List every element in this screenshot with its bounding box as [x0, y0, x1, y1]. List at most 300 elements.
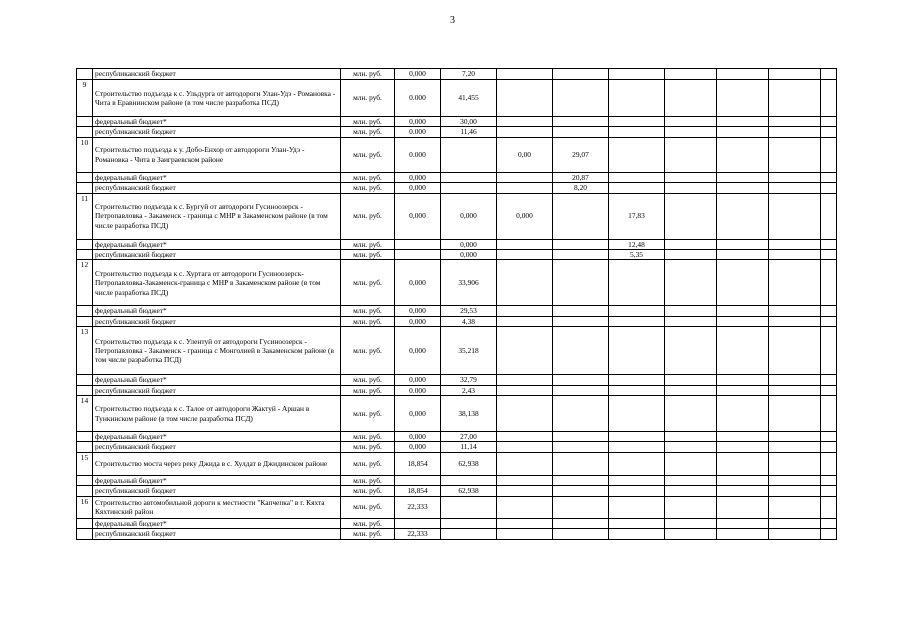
value-cell [821, 475, 837, 485]
value-cell [497, 432, 553, 442]
table-row [77, 518, 837, 528]
value-cell [821, 127, 837, 137]
value-cell [717, 452, 769, 475]
value-cell: 0,000 [441, 250, 497, 260]
value-cell [769, 80, 821, 117]
table-row [77, 316, 837, 326]
value-cell [553, 80, 609, 117]
row-unit: млн. руб. [341, 127, 395, 137]
value-cell [821, 518, 837, 528]
value-cell [609, 442, 665, 452]
table-row [77, 327, 837, 375]
row-number: 11 [77, 193, 93, 239]
value-cell [769, 385, 821, 395]
row-description: Строительство подъезда к с. Талое от автодороги Жактуй - Аршан в Тункинском районе (в том числе разработка ПСД) [93, 396, 341, 432]
value-cell [497, 375, 553, 385]
budget-table [76, 68, 837, 540]
value-cell [497, 183, 553, 193]
row-description: Строительство подъезда к у. Добо-Енхор от автодороги Улан-Удэ - Романовка - Чита в Заиграевском районе [93, 137, 341, 172]
row-number [77, 117, 93, 127]
value-cell [769, 375, 821, 385]
value-cell: 32,79 [441, 375, 497, 385]
value-cell: 7,20 [441, 69, 497, 80]
row-description: республиканский бюджет [93, 442, 341, 452]
value-cell: 0.000 [395, 80, 441, 117]
value-cell [609, 529, 665, 539]
value-cell [665, 80, 717, 117]
value-cell [665, 486, 717, 496]
value-cell [665, 327, 717, 375]
row-unit: млн. руб. [341, 529, 395, 539]
table-row [77, 529, 837, 539]
value-cell [821, 80, 837, 117]
value-cell [609, 80, 665, 117]
value-cell [717, 69, 769, 80]
row-unit: млн. руб. [341, 69, 395, 80]
value-cell [665, 260, 717, 306]
row-description: федеральный бюджет* [93, 432, 341, 442]
table-row [77, 80, 837, 117]
row-number: 10 [77, 137, 93, 172]
value-cell [609, 69, 665, 80]
table-row [77, 69, 837, 80]
row-unit: млн. руб. [341, 260, 395, 306]
value-cell [395, 250, 441, 260]
value-cell [497, 260, 553, 306]
row-description: республиканский бюджет [93, 385, 341, 395]
row-number [77, 385, 93, 395]
value-cell [821, 183, 837, 193]
value-cell [395, 239, 441, 249]
value-cell [553, 316, 609, 326]
row-description: федеральный бюджет* [93, 475, 341, 485]
value-cell [717, 239, 769, 249]
value-cell [441, 518, 497, 528]
row-unit: млн. руб. [341, 385, 395, 395]
value-cell [821, 239, 837, 249]
value-cell [497, 250, 553, 260]
value-cell: 22,333 [395, 529, 441, 539]
value-cell [553, 69, 609, 80]
row-number [77, 127, 93, 137]
value-cell [821, 260, 837, 306]
value-cell [821, 69, 837, 80]
value-cell [769, 69, 821, 80]
value-cell [553, 193, 609, 239]
value-cell [665, 475, 717, 485]
value-cell [497, 486, 553, 496]
table-row [77, 239, 837, 249]
value-cell [553, 127, 609, 137]
value-cell: 62,938 [441, 486, 497, 496]
value-cell [717, 518, 769, 528]
value-cell [441, 496, 497, 518]
value-cell [769, 183, 821, 193]
value-cell: 20,87 [553, 172, 609, 182]
value-cell [821, 327, 837, 375]
value-cell: 0,000 [441, 193, 497, 239]
row-number: 15 [77, 452, 93, 475]
value-cell [769, 137, 821, 172]
value-cell: 33,906 [441, 260, 497, 306]
row-unit: млн. руб. [341, 486, 395, 496]
row-unit: млн. руб. [341, 475, 395, 485]
page-number: 3 [450, 15, 455, 26]
row-number: 16 [77, 496, 93, 518]
row-number [77, 306, 93, 316]
value-cell [553, 375, 609, 385]
value-cell: 41,455 [441, 80, 497, 117]
row-number: 9 [77, 80, 93, 117]
value-cell [497, 385, 553, 395]
row-description: Строительство подъезда к с. Ульдурга от автодороги Улан-Удэ - Романовка - Чита в Еравнинском районе (в том числе разработка ПСД) [93, 80, 341, 117]
value-cell [609, 260, 665, 306]
row-number: 14 [77, 396, 93, 432]
value-cell: 0,000 [395, 306, 441, 316]
value-cell [553, 442, 609, 452]
value-cell: 0,000 [395, 193, 441, 239]
value-cell [717, 432, 769, 442]
row-unit: млн. руб. [341, 306, 395, 316]
value-cell [441, 172, 497, 182]
value-cell [717, 385, 769, 395]
value-cell [769, 193, 821, 239]
row-unit: млн. руб. [341, 137, 395, 172]
value-cell [769, 518, 821, 528]
value-cell: 2,43 [441, 385, 497, 395]
row-number [77, 442, 93, 452]
value-cell: 0,000 [395, 432, 441, 442]
value-cell [821, 396, 837, 432]
value-cell [609, 117, 665, 127]
value-cell [553, 432, 609, 442]
value-cell [821, 442, 837, 452]
value-cell [553, 306, 609, 316]
row-number [77, 486, 93, 496]
value-cell [441, 137, 497, 172]
row-description: Строительство подъезда к с. Бургуй от автодороги Гусиноозерск - Петропавловка - Закаменск - граница с МНР в Закаменском районе (в том числе разработка ПСД) [93, 193, 341, 239]
value-cell [769, 432, 821, 442]
value-cell [821, 250, 837, 260]
row-description: республиканский бюджет [93, 183, 341, 193]
value-cell [665, 69, 717, 80]
value-cell [553, 396, 609, 432]
row-unit: млн. руб. [341, 172, 395, 182]
row-description: федеральный бюджет* [93, 172, 341, 182]
row-number [77, 183, 93, 193]
value-cell [497, 239, 553, 249]
value-cell [717, 250, 769, 260]
value-cell: 0,000 [395, 117, 441, 127]
row-number [77, 239, 93, 249]
value-cell [821, 117, 837, 127]
value-cell [553, 529, 609, 539]
value-cell [553, 518, 609, 528]
value-cell [665, 442, 717, 452]
value-cell: 0,000 [395, 172, 441, 182]
value-cell: 0,000 [395, 183, 441, 193]
value-cell [609, 496, 665, 518]
row-number: 12 [77, 260, 93, 306]
value-cell [441, 183, 497, 193]
value-cell [665, 250, 717, 260]
value-cell [769, 475, 821, 485]
value-cell [497, 529, 553, 539]
row-description: федеральный бюджет* [93, 518, 341, 528]
value-cell [553, 250, 609, 260]
value-cell [821, 432, 837, 442]
value-cell [769, 260, 821, 306]
value-cell [497, 172, 553, 182]
value-cell [665, 385, 717, 395]
value-cell: 0,000 [441, 239, 497, 249]
value-cell [497, 442, 553, 452]
value-cell [769, 306, 821, 316]
row-number [77, 172, 93, 182]
value-cell [665, 496, 717, 518]
table-row [77, 385, 837, 395]
row-description: республиканский бюджет [93, 486, 341, 496]
row-unit: млн. руб. [341, 327, 395, 375]
row-number [77, 432, 93, 442]
row-description: федеральный бюджет* [93, 306, 341, 316]
value-cell [717, 127, 769, 137]
value-cell [609, 452, 665, 475]
table-row [77, 127, 837, 137]
value-cell [821, 316, 837, 326]
row-unit: млн. руб. [341, 432, 395, 442]
value-cell [497, 327, 553, 375]
value-cell [553, 260, 609, 306]
value-cell [717, 442, 769, 452]
value-cell [665, 452, 717, 475]
value-cell [553, 117, 609, 127]
table-row [77, 496, 837, 518]
value-cell [717, 172, 769, 182]
value-cell: 0,000 [395, 69, 441, 80]
value-cell: 35,218 [441, 327, 497, 375]
table-row [77, 172, 837, 182]
row-number: 13 [77, 327, 93, 375]
value-cell [821, 385, 837, 395]
value-cell [665, 316, 717, 326]
table-row [77, 137, 837, 172]
value-cell [665, 239, 717, 249]
value-cell [553, 475, 609, 485]
value-cell [769, 172, 821, 182]
row-description: федеральный бюджет* [93, 239, 341, 249]
value-cell: 0,000 [395, 327, 441, 375]
value-cell: 8,20 [553, 183, 609, 193]
value-cell: 0,00 [497, 137, 553, 172]
value-cell [769, 239, 821, 249]
value-cell [717, 306, 769, 316]
row-description: Строительство подъезда к с. Хуртага от автодороги Гусиноозерск-Петропавловка-Закаменск-граница с МНР в Закаменском районе (в том числе разработка ПСД) [93, 260, 341, 306]
value-cell: 12,48 [609, 239, 665, 249]
value-cell [395, 518, 441, 528]
value-cell [717, 486, 769, 496]
value-cell: 0.000 [395, 385, 441, 395]
value-cell [717, 316, 769, 326]
table-row [77, 452, 837, 475]
value-cell [821, 452, 837, 475]
value-cell [553, 385, 609, 395]
row-description: федеральный бюджет* [93, 117, 341, 127]
table-row [77, 375, 837, 385]
value-cell [609, 306, 665, 316]
value-cell [717, 193, 769, 239]
row-unit: млн. руб. [341, 452, 395, 475]
table-row [77, 117, 837, 127]
value-cell: 62,938 [441, 452, 497, 475]
value-cell: 0,000 [395, 260, 441, 306]
value-cell [609, 385, 665, 395]
value-cell [821, 137, 837, 172]
table-row [77, 193, 837, 239]
value-cell [821, 529, 837, 539]
value-cell: 0,000 [395, 316, 441, 326]
row-description: республиканский бюджет [93, 316, 341, 326]
value-cell [769, 127, 821, 137]
value-cell [609, 127, 665, 137]
value-cell [665, 518, 717, 528]
value-cell: 0,000 [497, 193, 553, 239]
value-cell [769, 486, 821, 496]
row-unit: млн. руб. [341, 193, 395, 239]
value-cell [609, 486, 665, 496]
value-cell [497, 117, 553, 127]
value-cell: 29,53 [441, 306, 497, 316]
row-number [77, 529, 93, 539]
value-cell: 0,000 [395, 375, 441, 385]
value-cell [821, 486, 837, 496]
table-row [77, 250, 837, 260]
value-cell [497, 496, 553, 518]
value-cell: 22,333 [395, 496, 441, 518]
row-description: республиканский бюджет [93, 69, 341, 80]
row-description: Строительство подъезда к с. Улентуй от автодороги Гусиноозерск - Петропавловка - Закаменск - граница с Монголией в Закаменском районе (в том числе разработка ПСД) [93, 327, 341, 375]
value-cell: 30,00 [441, 117, 497, 127]
value-cell: 11,14 [441, 442, 497, 452]
value-cell [769, 117, 821, 127]
value-cell [717, 183, 769, 193]
value-cell [609, 316, 665, 326]
row-unit: млн. руб. [341, 117, 395, 127]
value-cell [717, 375, 769, 385]
row-unit: млн. руб. [341, 250, 395, 260]
value-cell [769, 316, 821, 326]
value-cell [395, 475, 441, 485]
row-description: республиканский бюджет [93, 250, 341, 260]
value-cell [497, 69, 553, 80]
value-cell [609, 518, 665, 528]
value-cell: 18,854 [395, 486, 441, 496]
table-row [77, 306, 837, 316]
row-number [77, 375, 93, 385]
row-description: Строительство моста через реку Джида в с. Хулдат в Джидинском районе [93, 452, 341, 475]
value-cell [665, 117, 717, 127]
row-description: Строительство автомобильной дороги к местности "Капчепка" в г. Кяхта Кяхтинский район [93, 496, 341, 518]
value-cell [769, 442, 821, 452]
value-cell [665, 306, 717, 316]
value-cell [497, 306, 553, 316]
value-cell [553, 496, 609, 518]
row-number [77, 69, 93, 80]
value-cell [821, 496, 837, 518]
value-cell [497, 518, 553, 528]
row-number [77, 250, 93, 260]
row-unit: млн. руб. [341, 518, 395, 528]
table-row [77, 442, 837, 452]
value-cell [821, 193, 837, 239]
value-cell [609, 432, 665, 442]
row-unit: млн. руб. [341, 396, 395, 432]
value-cell [665, 396, 717, 432]
value-cell [497, 127, 553, 137]
value-cell: 0.000 [395, 137, 441, 172]
value-cell [717, 496, 769, 518]
value-cell [665, 432, 717, 442]
value-cell [553, 239, 609, 249]
value-cell [553, 327, 609, 375]
value-cell: 0,000 [395, 396, 441, 432]
value-cell [609, 396, 665, 432]
row-unit: млн. руб. [341, 80, 395, 117]
value-cell [769, 529, 821, 539]
value-cell [769, 452, 821, 475]
value-cell: 27,00 [441, 432, 497, 442]
value-cell: 0.000 [395, 127, 441, 137]
table-body [77, 69, 837, 540]
table-row [77, 486, 837, 496]
value-cell [717, 137, 769, 172]
value-cell [665, 183, 717, 193]
value-cell [769, 496, 821, 518]
table-row [77, 396, 837, 432]
value-cell [609, 475, 665, 485]
value-cell [665, 375, 717, 385]
value-cell [821, 306, 837, 316]
value-cell [497, 475, 553, 485]
value-cell [497, 80, 553, 117]
value-cell [769, 250, 821, 260]
value-cell [769, 327, 821, 375]
value-cell [665, 127, 717, 137]
value-cell [553, 486, 609, 496]
value-cell [717, 475, 769, 485]
table-row [77, 475, 837, 485]
value-cell [497, 396, 553, 432]
row-number [77, 316, 93, 326]
value-cell [609, 375, 665, 385]
value-cell [553, 452, 609, 475]
value-cell: 38,138 [441, 396, 497, 432]
value-cell [665, 172, 717, 182]
value-cell: 11,46 [441, 127, 497, 137]
table-row [77, 183, 837, 193]
value-cell: 18,854 [395, 452, 441, 475]
value-cell [821, 375, 837, 385]
row-unit: млн. руб. [341, 183, 395, 193]
value-cell [717, 80, 769, 117]
value-cell [497, 316, 553, 326]
value-cell [441, 529, 497, 539]
row-unit: млн. руб. [341, 442, 395, 452]
value-cell: 5,35 [609, 250, 665, 260]
value-cell [665, 529, 717, 539]
row-description: республиканский бюджет [93, 529, 341, 539]
row-unit: млн. руб. [341, 496, 395, 518]
